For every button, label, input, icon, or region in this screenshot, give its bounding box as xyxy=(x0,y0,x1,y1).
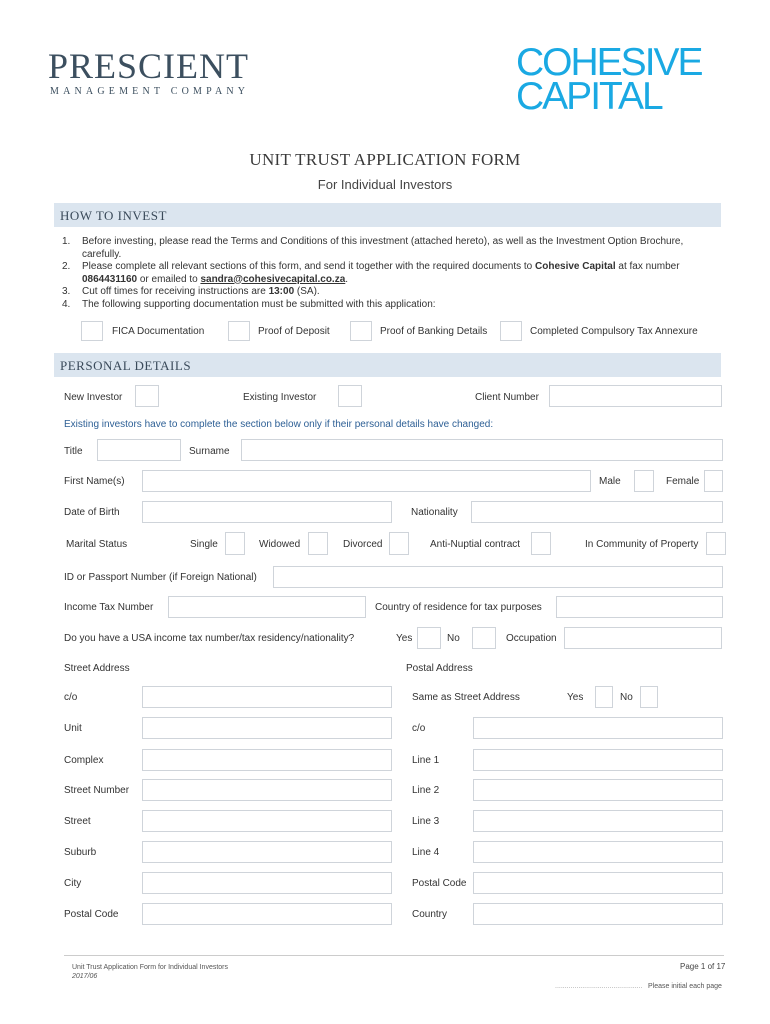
male-checkbox[interactable] xyxy=(634,470,654,492)
street-postal-code-input[interactable] xyxy=(142,903,392,925)
usa-yes-checkbox[interactable] xyxy=(417,627,441,649)
how-to-invest-header xyxy=(54,203,721,227)
initial-line: ............................................. xyxy=(555,983,643,990)
street-postal-code-label: Postal Code xyxy=(64,909,119,920)
prescient-logo: PRESCIENT xyxy=(48,46,250,86)
nationality-label: Nationality xyxy=(411,507,458,518)
street-complex-input[interactable] xyxy=(142,749,392,771)
dob-label: Date of Birth xyxy=(64,507,120,518)
id-number-input[interactable] xyxy=(273,566,723,588)
cohesive-logo-line1: COHESIVE xyxy=(516,41,702,84)
proof-deposit-checkbox[interactable] xyxy=(228,321,250,341)
occupation-input[interactable] xyxy=(564,627,722,649)
list-number: 4. xyxy=(62,299,71,310)
existing-investor-note: Existing investors have to complete the section below only if their personal details have changed: xyxy=(64,419,494,430)
street-co-input[interactable] xyxy=(142,686,392,708)
postal-line2-label: Line 2 xyxy=(412,785,440,796)
page-number: Page 1 of 17 xyxy=(680,962,726,971)
usa-question-label: Do you have a USA income tax number/tax residency/nationality? xyxy=(64,633,355,644)
surname-label: Surname xyxy=(189,446,230,457)
list-text: Please complete all relevant sections of this form, and send it together with the required documents to Cohesive Capital at fax number 0864431160 or emailed to sandra@cohesivecapital.co.za. xyxy=(82,261,680,285)
divorced-checkbox[interactable] xyxy=(389,532,409,555)
single-checkbox[interactable] xyxy=(225,532,245,555)
postal-line3-label: Line 3 xyxy=(412,816,440,827)
proof-deposit-label: Proof of Deposit xyxy=(258,326,330,337)
icop-checkbox[interactable] xyxy=(706,532,726,555)
same-yes-checkbox[interactable] xyxy=(595,686,613,708)
postal-line3-input[interactable] xyxy=(473,810,723,832)
cohesive-logo-line2: CAPITAL xyxy=(516,75,662,118)
female-label: Female xyxy=(666,476,700,487)
widowed-checkbox[interactable] xyxy=(308,532,328,555)
list-text: The following supporting documentation must be submitted with this application: xyxy=(82,299,436,310)
proof-banking-checkbox[interactable] xyxy=(350,321,372,341)
new-investor-checkbox[interactable] xyxy=(135,385,159,407)
suburb-input[interactable] xyxy=(142,841,392,863)
prescient-logo-subtitle: MANAGEMENT COMPANY xyxy=(50,86,250,97)
same-no-checkbox[interactable] xyxy=(640,686,658,708)
anc-label: Anti-Nuptial contract xyxy=(430,539,521,550)
anc-checkbox[interactable] xyxy=(531,532,551,555)
postal-co-input[interactable] xyxy=(473,717,723,739)
widowed-label: Widowed xyxy=(259,539,301,550)
street-label: Street xyxy=(64,816,91,827)
initial-note: Please initial each page xyxy=(648,983,722,990)
postal-code-input[interactable] xyxy=(473,872,723,894)
usa-yes-label: Yes xyxy=(396,633,413,644)
list-text: Cut off times for receiving instructions are 13:00 (SA). xyxy=(82,286,320,297)
street-co-label: c/o xyxy=(64,692,78,703)
income-tax-input[interactable] xyxy=(168,596,366,618)
first-names-input[interactable] xyxy=(142,470,591,492)
postal-address-heading: Postal Address xyxy=(406,663,473,674)
list-text: Before investing, please read the Terms and Conditions of this investment (attached hereto), as well as the Investment Option Brochure, carefully. xyxy=(82,236,684,260)
footer-doc-name: Unit Trust Application Form for Individual Investors xyxy=(72,964,229,971)
dob-input[interactable] xyxy=(142,501,392,523)
male-label: Male xyxy=(599,476,621,487)
street-unit-label: Unit xyxy=(64,723,82,734)
fica-label: FICA Documentation xyxy=(112,326,205,337)
street-number-input[interactable] xyxy=(142,779,392,801)
list-number: 1. xyxy=(62,236,71,247)
section-title: PERSONAL DETAILS xyxy=(60,358,192,373)
divorced-label: Divorced xyxy=(343,539,383,550)
first-names-label: First Name(s) xyxy=(64,476,125,487)
form-subtitle: For Individual Investors xyxy=(317,177,453,192)
city-input[interactable] xyxy=(142,872,392,894)
same-as-street-label: Same as Street Address xyxy=(412,692,520,703)
street-number-label: Street Number xyxy=(64,785,130,796)
marital-status-label: Marital Status xyxy=(66,539,128,550)
postal-line4-input[interactable] xyxy=(473,841,723,863)
usa-no-label: No xyxy=(447,633,460,644)
proof-banking-label: Proof of Banking Details xyxy=(380,326,488,337)
id-number-label: ID or Passport Number (if Foreign National) xyxy=(64,572,257,583)
income-tax-label: Income Tax Number xyxy=(64,602,154,613)
occupation-label: Occupation xyxy=(506,633,557,644)
street-complex-label: Complex xyxy=(64,755,104,766)
tax-annexure-checkbox[interactable] xyxy=(500,321,522,341)
new-investor-label: New Investor xyxy=(64,392,123,403)
street-address-heading: Street Address xyxy=(64,663,130,674)
client-number-input[interactable] xyxy=(549,385,722,407)
existing-investor-label: Existing Investor xyxy=(243,392,317,403)
street-unit-input[interactable] xyxy=(142,717,392,739)
section-title: HOW TO INVEST xyxy=(60,208,167,223)
list-number: 2. xyxy=(62,261,71,272)
footer-doc-date: 2017/06 xyxy=(72,973,98,980)
tax-residence-input[interactable] xyxy=(556,596,723,618)
same-yes-label: Yes xyxy=(567,692,584,703)
nationality-input[interactable] xyxy=(471,501,723,523)
cohesive-capital-logo xyxy=(516,41,702,118)
same-no-label: No xyxy=(620,692,633,703)
surname-input[interactable] xyxy=(241,439,723,461)
client-number-label: Client Number xyxy=(475,392,539,403)
title-input[interactable] xyxy=(97,439,181,461)
postal-code-label: Postal Code xyxy=(412,878,467,889)
street-input[interactable] xyxy=(142,810,392,832)
email-link[interactable]: sandra@cohesivecapital.co.za xyxy=(200,273,346,285)
tax-annexure-label: Completed Compulsory Tax Annexure xyxy=(530,326,698,337)
existing-investor-checkbox[interactable] xyxy=(338,385,362,407)
fica-checkbox[interactable] xyxy=(81,321,103,341)
country-input[interactable] xyxy=(473,903,723,925)
usa-no-checkbox[interactable] xyxy=(472,627,496,649)
country-label: Country xyxy=(412,909,448,920)
postal-co-label: c/o xyxy=(412,723,426,734)
list-number: 3. xyxy=(62,286,71,297)
personal-details-header xyxy=(54,353,721,377)
postal-line2-input[interactable] xyxy=(473,779,723,801)
single-label: Single xyxy=(190,539,218,550)
form-title: UNIT TRUST APPLICATION FORM xyxy=(249,150,521,169)
postal-line1-label: Line 1 xyxy=(412,755,440,766)
footer-divider xyxy=(64,955,724,956)
postal-line1-input[interactable] xyxy=(473,749,723,771)
title-label: Title xyxy=(64,446,83,457)
postal-line4-label: Line 4 xyxy=(412,847,440,858)
suburb-label: Suburb xyxy=(64,847,97,858)
female-checkbox[interactable] xyxy=(704,470,723,492)
tax-residence-label: Country of residence for tax purposes xyxy=(375,602,542,613)
icop-label: In Community of Property xyxy=(585,539,699,550)
city-label: City xyxy=(64,878,82,889)
